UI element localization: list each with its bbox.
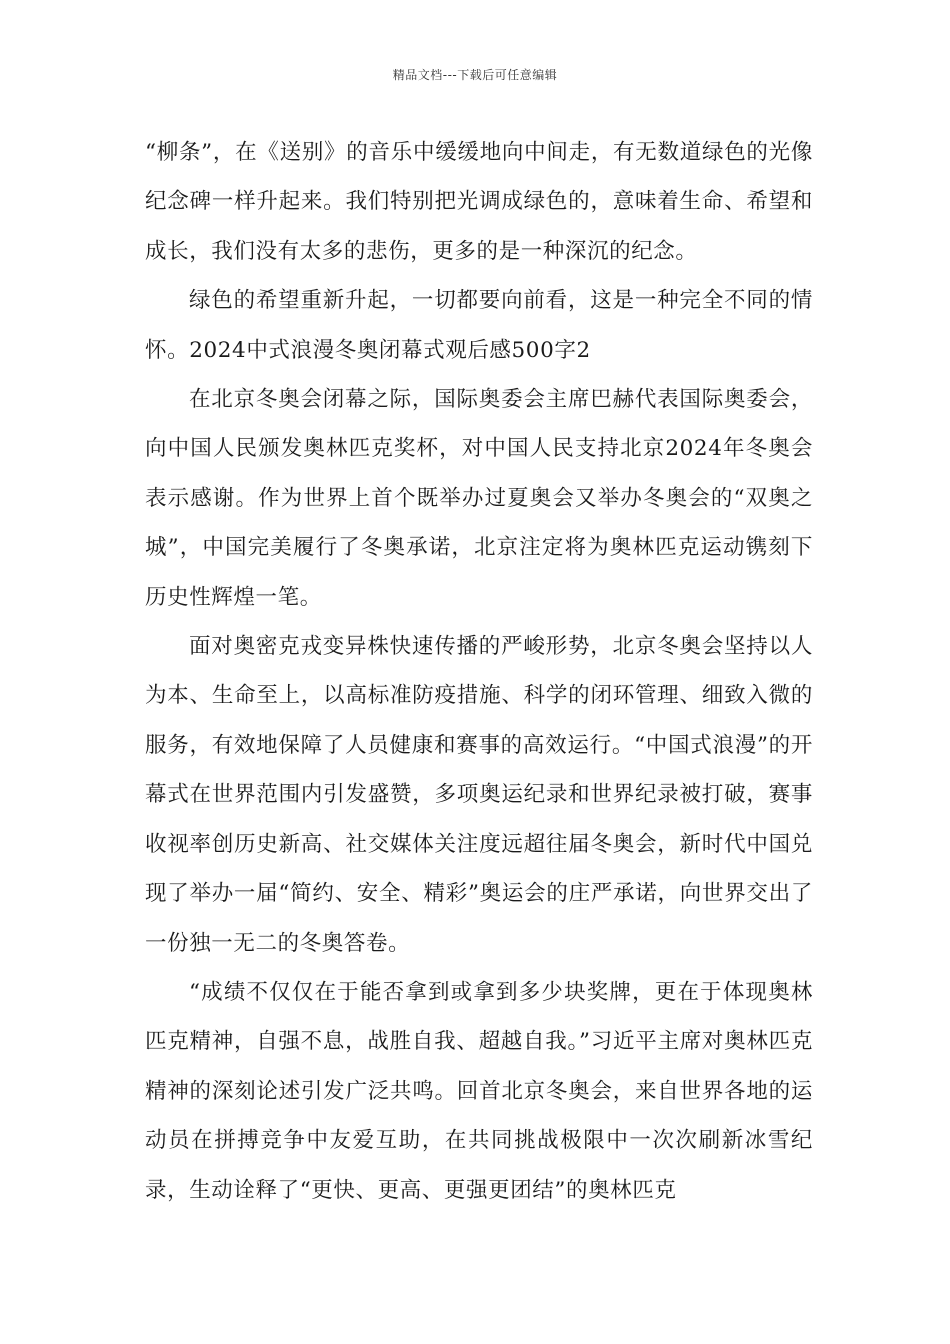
paragraph-1: “柳条”，在《送别》的音乐中缓缓地向中间走，有无数道绿色的光像纪念碑一样升起来。我们特别把光调成绿色的，意味着生命、希望和成长，我们没有太多的悲伤，更多的是一种深沉的纪念。	[145, 140, 813, 264]
document-body	[145, 128, 813, 1215]
paragraph-2: 绿色的希望重新升起，一切都要向前看，这是一种完全不同的情怀。2024中式浪漫冬奥闭幕式观后感500字2	[145, 288, 813, 363]
paragraph-4: 面对奥密克戎变异株快速传播的严峻形势，北京冬奥会坚持以人为本、生命至上，以高标准防疫措施、科学的闭环管理、细致入微的服务，有效地保障了人员健康和赛事的高效运行。“中国式浪漫”的开幕式在世界范围内引发盛赞，多项奥运纪录和世界纪录被打破，赛事收视率创历史新高、社交媒体关注度远超往届冬奥会，新时代中国兑现了举办一届“简约、安全、精彩”奥运会的庄严承诺，向世界交出了一份独一无二的冬奥答卷。	[145, 634, 813, 956]
paragraph-3: 在北京冬奥会闭幕之际，国际奥委会主席巴赫代表国际奥委会，向中国人民颁发奥林匹克奖杯，对中国人民支持北京2024年冬奥会表示感谢。作为世界上首个既举办过夏奥会又举办冬奥会的“双奥之城”，中国完美履行了冬奥承诺，北京注定将为奥林匹克运动镌刻下历史性辉煌一笔。	[145, 387, 813, 610]
paragraph-5: “成绩不仅仅在于能否拿到或拿到多少块奖牌，更在于体现奥林匹克精神，自强不息，战胜自我、超越自我。”习近平主席对奥林匹克精神的深刻论述引发广泛共鸣。回首北京冬奥会，来自世界各地的运动员在拼搏竞争中友爱互助，在共同挑战极限中一次次刷新冰雪纪录，生动诠释了“更快、更高、更强更团结”的奥林匹克	[145, 979, 813, 1203]
page-header: 精品文档---下载后可任意编辑	[392, 68, 558, 82]
